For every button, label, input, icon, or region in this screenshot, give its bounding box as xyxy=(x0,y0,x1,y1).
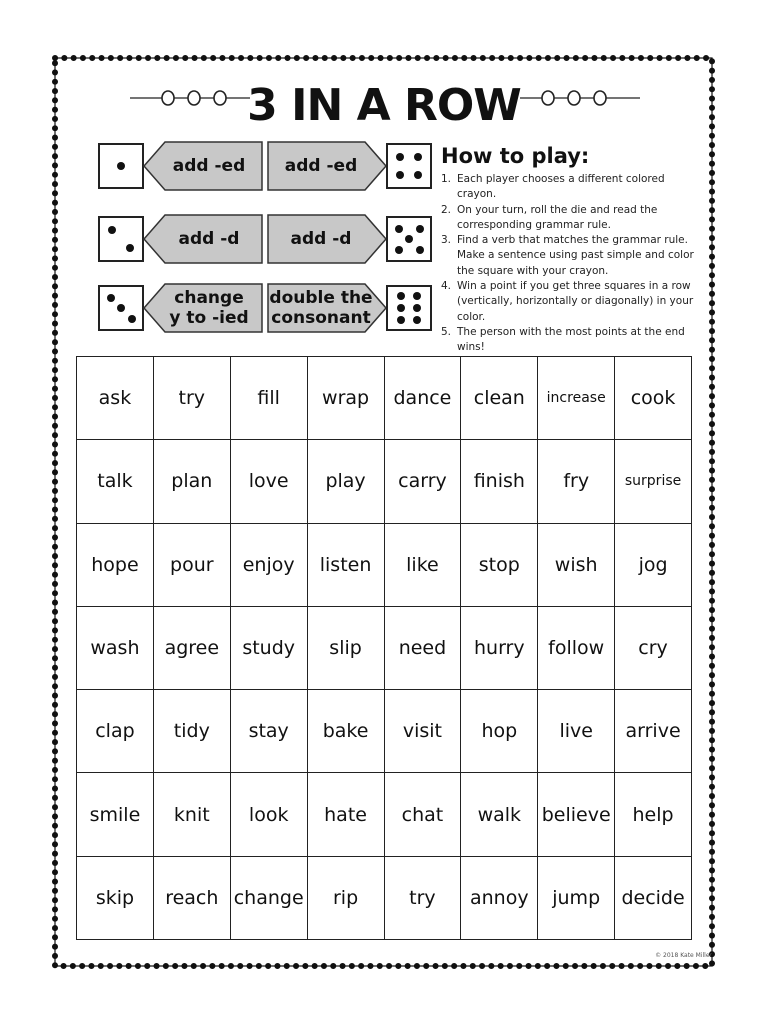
die-pip xyxy=(413,304,421,312)
grid-cell[interactable]: annoy xyxy=(461,856,538,939)
die-pip xyxy=(405,235,413,243)
die-pip xyxy=(107,294,115,302)
grid-cell[interactable]: wish xyxy=(538,523,615,606)
die-pip xyxy=(413,316,421,324)
die-6 xyxy=(386,285,432,331)
grammar-rule-right xyxy=(267,214,387,264)
grid-cell[interactable]: jog xyxy=(615,523,692,606)
grid-cell[interactable]: visit xyxy=(384,690,461,773)
word-grid xyxy=(76,356,692,940)
die-pip xyxy=(126,244,134,252)
how-to-play-step xyxy=(441,279,703,325)
grid-cell[interactable]: stay xyxy=(230,690,307,773)
grammar-rule-left xyxy=(143,141,263,191)
step-number: 5. xyxy=(441,325,452,338)
grid-cell[interactable]: wrap xyxy=(307,357,384,440)
grid-cell[interactable]: chat xyxy=(384,773,461,856)
grid-cell[interactable]: enjoy xyxy=(230,523,307,606)
rule-label: add -ed xyxy=(172,156,246,176)
grid-cell[interactable]: cook xyxy=(615,357,692,440)
grid-cell[interactable]: try xyxy=(384,856,461,939)
die-2 xyxy=(98,216,144,262)
grid-cell[interactable]: wash xyxy=(77,606,154,689)
step-number: 4. xyxy=(441,280,452,293)
rule-label: add -ed xyxy=(284,156,358,176)
grammar-rule-left xyxy=(143,283,263,333)
die-pip xyxy=(395,225,403,233)
grid-cell[interactable]: increase xyxy=(538,357,615,440)
grid-cell[interactable]: bake xyxy=(307,690,384,773)
die-pip xyxy=(128,315,136,323)
rule-label: add -d xyxy=(178,229,240,249)
grid-row xyxy=(77,523,692,606)
die-pip xyxy=(396,171,404,179)
grid-cell[interactable]: need xyxy=(384,606,461,689)
die-3 xyxy=(98,285,144,331)
grid-cell[interactable]: hope xyxy=(77,523,154,606)
how-to-play-steps xyxy=(441,172,703,356)
grid-cell[interactable]: rip xyxy=(307,856,384,939)
grid-row xyxy=(77,690,692,773)
grid-row xyxy=(77,440,692,523)
grid-cell[interactable]: dance xyxy=(384,357,461,440)
page-title: 3 IN A ROW xyxy=(247,80,521,131)
grid-cell[interactable]: ask xyxy=(77,357,154,440)
grid-cell[interactable]: love xyxy=(230,440,307,523)
grid-cell[interactable]: walk xyxy=(461,773,538,856)
grid-cell[interactable]: jump xyxy=(538,856,615,939)
grid-cell[interactable]: play xyxy=(307,440,384,523)
step-text: Find a verb that matches the grammar rule. Make a sentence using past simple and color the square with your crayon. xyxy=(457,234,694,277)
title-ornament-right xyxy=(520,86,640,110)
rule-label: add -d xyxy=(290,229,352,249)
grammar-rule-right xyxy=(267,283,387,333)
grid-cell[interactable]: skip xyxy=(77,856,154,939)
die-4 xyxy=(386,143,432,189)
grid-cell[interactable]: stop xyxy=(461,523,538,606)
step-text: The person with the most points at the end wins! xyxy=(457,325,685,354)
grid-cell[interactable]: carry xyxy=(384,440,461,523)
grid-cell[interactable]: reach xyxy=(153,856,230,939)
die-pip xyxy=(397,304,405,312)
grid-cell[interactable]: hop xyxy=(461,690,538,773)
grid-cell[interactable]: try xyxy=(153,357,230,440)
grid-cell[interactable]: talk xyxy=(77,440,154,523)
die-5 xyxy=(386,216,432,262)
grid-cell[interactable]: agree xyxy=(153,606,230,689)
grid-row xyxy=(77,357,692,440)
how-to-play-title: How to play: xyxy=(441,144,590,168)
grid-cell[interactable]: pour xyxy=(153,523,230,606)
how-to-play-step xyxy=(441,203,703,234)
how-to-play xyxy=(441,142,703,356)
grid-cell[interactable]: clean xyxy=(461,357,538,440)
grid-cell[interactable]: clap xyxy=(77,690,154,773)
die-pip xyxy=(416,246,424,254)
die-pip xyxy=(117,162,125,170)
grid-cell[interactable]: surprise xyxy=(615,440,692,523)
die-pip xyxy=(397,316,405,324)
grid-cell[interactable]: believe xyxy=(538,773,615,856)
grid-cell[interactable]: listen xyxy=(307,523,384,606)
grid-cell[interactable]: hurry xyxy=(461,606,538,689)
grid-cell[interactable]: knit xyxy=(153,773,230,856)
grid-cell[interactable]: fry xyxy=(538,440,615,523)
grid-cell[interactable]: look xyxy=(230,773,307,856)
die-pip xyxy=(414,171,422,179)
die-pip xyxy=(413,292,421,300)
grid-cell[interactable]: decide xyxy=(615,856,692,939)
grid-cell[interactable]: arrive xyxy=(615,690,692,773)
grid-cell[interactable]: fill xyxy=(230,357,307,440)
die-pip xyxy=(396,153,404,161)
step-number: 2. xyxy=(441,203,452,216)
step-text: Win a point if you get three squares in a row (vertically, horizontally or diagonally) in your color. xyxy=(457,280,694,323)
grid-cell[interactable]: change xyxy=(230,856,307,939)
grid-row xyxy=(77,773,692,856)
grid-row xyxy=(77,606,692,689)
die-pip xyxy=(117,304,125,312)
die-pip xyxy=(414,153,422,161)
grid-cell[interactable]: follow xyxy=(538,606,615,689)
die-pip xyxy=(108,226,116,234)
die-1 xyxy=(98,143,144,189)
how-to-play-step xyxy=(441,325,703,356)
grid-cell[interactable]: tidy xyxy=(153,690,230,773)
die-pip xyxy=(395,246,403,254)
rule-label: change y to -ied xyxy=(169,288,249,328)
grid-cell[interactable]: cry xyxy=(615,606,692,689)
grid-cell[interactable]: live xyxy=(538,690,615,773)
grid-cell[interactable]: like xyxy=(384,523,461,606)
grid-cell[interactable]: help xyxy=(615,773,692,856)
how-to-play-step xyxy=(441,233,703,279)
grid-cell[interactable]: study xyxy=(230,606,307,689)
step-number: 3. xyxy=(441,234,452,247)
step-text: On your turn, roll the die and read the corresponding grammar rule. xyxy=(457,203,658,231)
grid-cell[interactable]: smile xyxy=(77,773,154,856)
grid-cell[interactable]: slip xyxy=(307,606,384,689)
grid-cell[interactable]: finish xyxy=(461,440,538,523)
grid-row xyxy=(77,856,692,939)
title-row xyxy=(0,78,768,138)
copyright-text: © 2018 Kate Miller xyxy=(655,952,712,959)
grammar-rule-right xyxy=(267,141,387,191)
how-to-play-step xyxy=(441,172,703,203)
grid-cell[interactable]: hate xyxy=(307,773,384,856)
step-number: 1. xyxy=(441,173,452,185)
die-pip xyxy=(416,225,424,233)
die-pip xyxy=(397,292,405,300)
step-text: Each player chooses a different colored crayon. xyxy=(457,173,665,201)
rule-label: double the consonant xyxy=(269,288,373,328)
grid-cell[interactable]: plan xyxy=(153,440,230,523)
grammar-rule-left xyxy=(143,214,263,264)
